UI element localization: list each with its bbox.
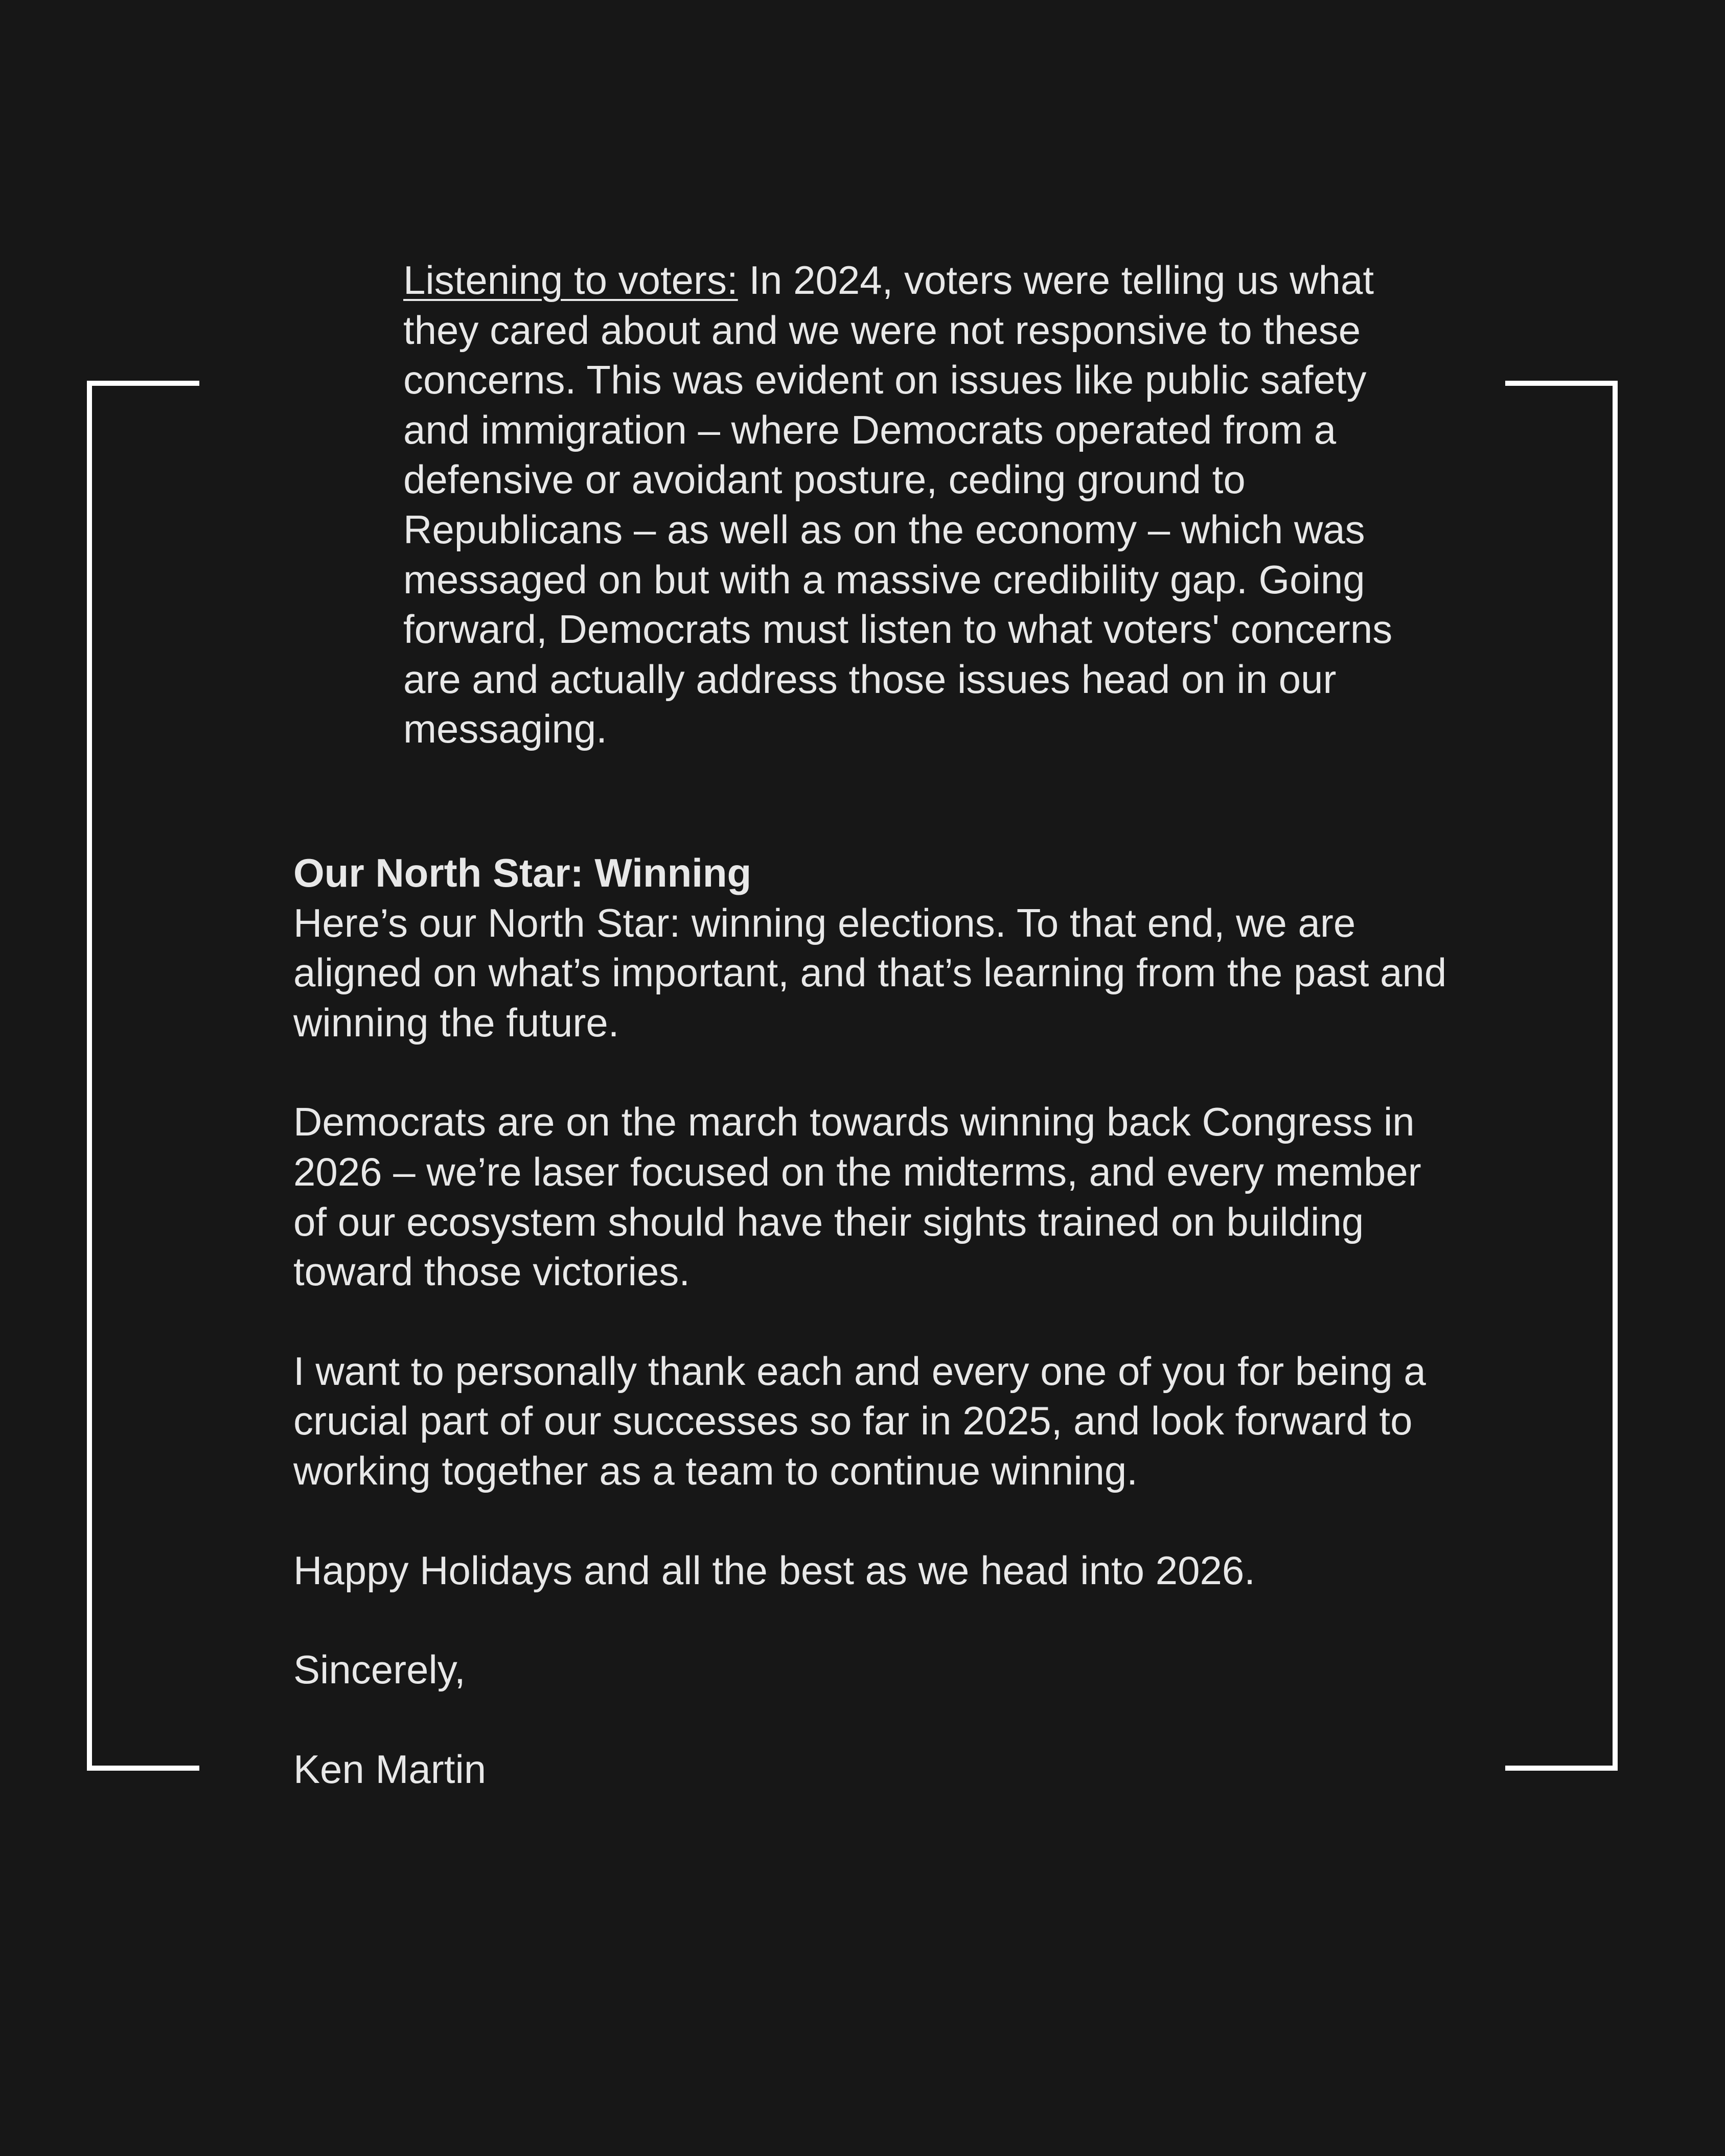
intro-paragraph — [403, 256, 1431, 754]
section-heading: Our North Star: Winning — [293, 850, 752, 895]
letter-body — [293, 848, 1459, 1794]
paragraph-north-star: Here’s our North Star: winning elections. To that end, we are aligned on what’s important, and that’s learning from the past and winning the future. — [293, 900, 1447, 1045]
closing: Sincerely, — [293, 1647, 466, 1693]
paragraph-thanks: I want to personally thank each and every one of you for being a crucial part of our successes so far in 2025, and look forward to working together as a team to continue winning. — [293, 1348, 1426, 1493]
right-bracket-frame — [1505, 381, 1618, 1771]
paragraph-congress: Democrats are on the march towards winning back Congress in 2026 – we’re laser focused on the midterms, and every member of our ecosystem should have their sights trained on building toward those victories. — [293, 1099, 1421, 1294]
left-bracket-frame — [87, 381, 199, 1771]
intro-label: Listening to voters: — [403, 258, 738, 303]
paragraph-holidays: Happy Holidays and all the best as we head into 2026. — [293, 1547, 1255, 1593]
signature: Ken Martin — [293, 1746, 487, 1792]
intro-text: In 2024, voters were telling us what they cared about and we were not responsive to these concerns. This was evident on issues like public safety and immigration – where Democrats operated from a defensive or avoidant posture, ceding ground to Republicans – as well as on the economy – which was messaged on but with a massive credibility gap. Going forward, Democrats must listen to what voters' concerns are and actually address those issues head on in our messaging. — [403, 258, 1393, 752]
